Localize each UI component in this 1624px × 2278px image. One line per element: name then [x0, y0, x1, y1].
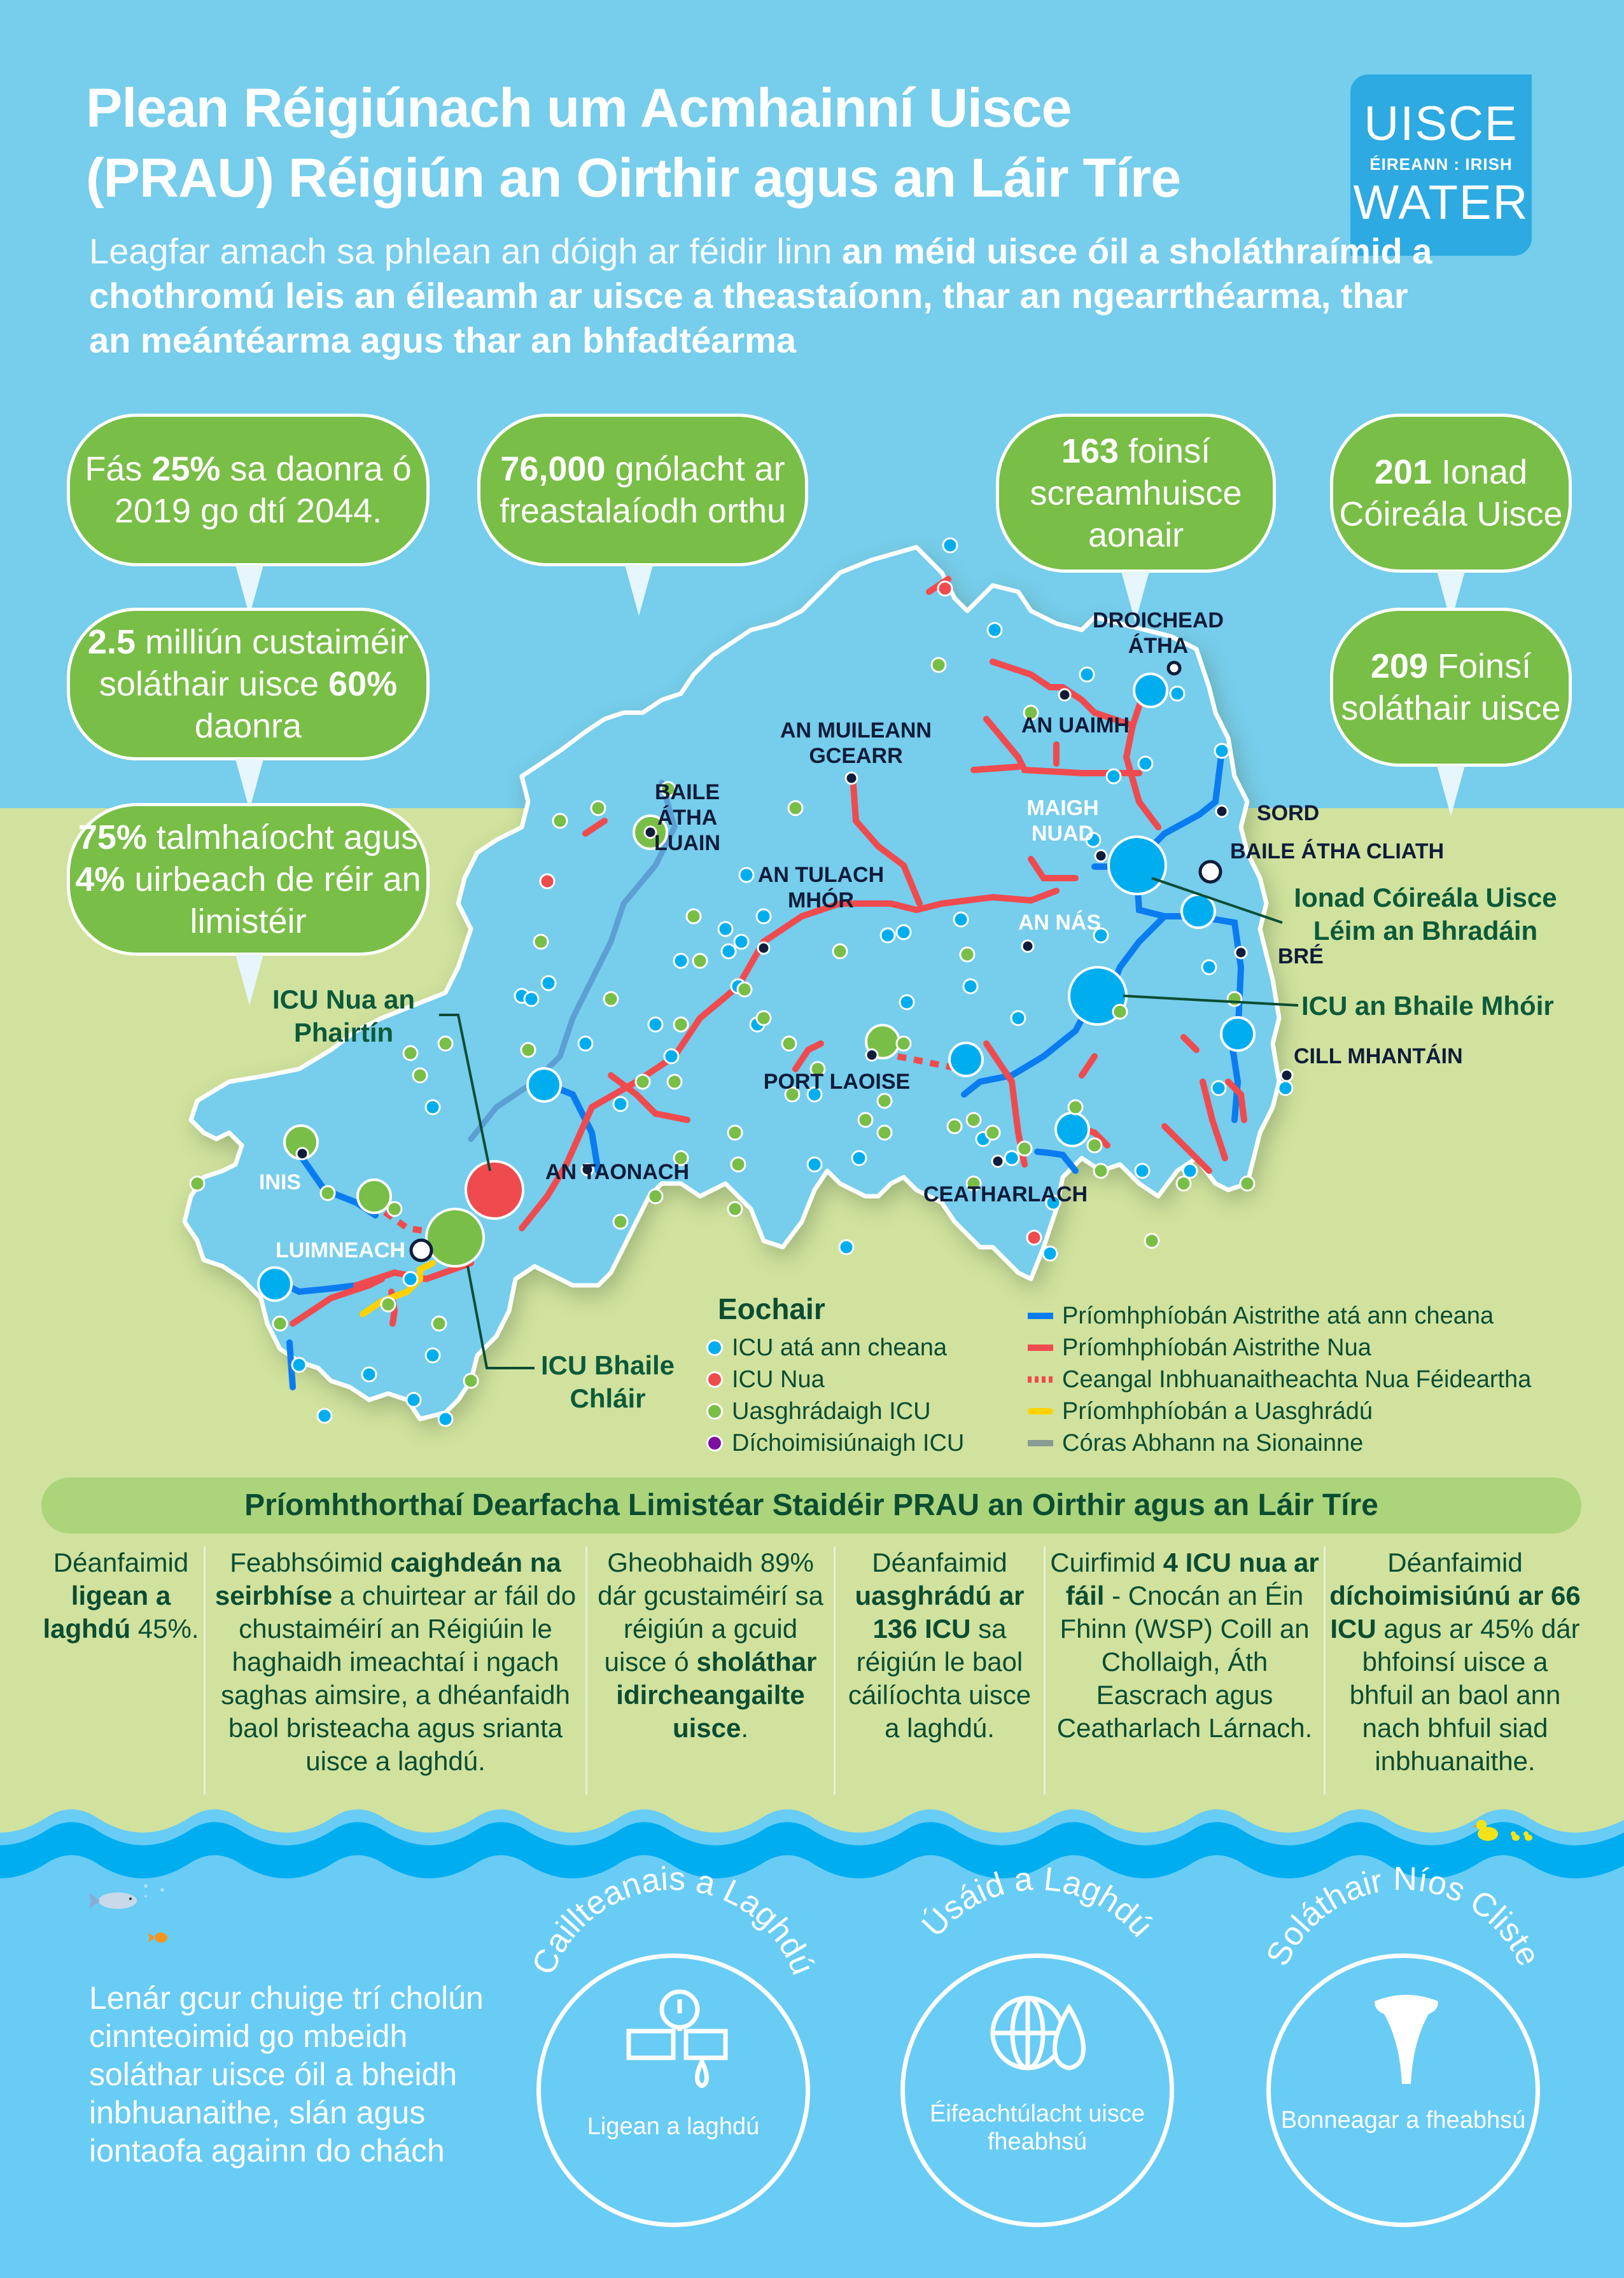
- pillar-reduce-usage: [897, 1858, 1177, 2233]
- outcome-new-wtps: [1044, 1546, 1324, 1794]
- callout-leixlip-wtp: Ionad Cóireála Uisce Léim an Bhradáin: [1294, 883, 1557, 946]
- outcome-text: Déanfaimid: [1387, 1548, 1523, 1577]
- stat-number: 76,000: [500, 450, 606, 488]
- outcome-service-quality: [204, 1546, 585, 1794]
- stat-number: 75%: [78, 818, 147, 856]
- legend-item-shannon-river: [1028, 1427, 1531, 1459]
- stat-text: foinsí screamhuisce aonair: [1030, 432, 1242, 554]
- outcome-highlight: ligean a laghdú: [43, 1581, 171, 1644]
- parteen-new-wtp: [466, 1161, 523, 1219]
- legend-item-new-wtp: [706, 1364, 964, 1395]
- outcome-text: Gheobhaidh 89% dár gcustaiméirí sa réigiún a gcuid uisce ó: [598, 1548, 823, 1677]
- existing-wtp: [258, 1268, 291, 1301]
- legend-points: [706, 1332, 964, 1459]
- fish-icon: [86, 1883, 194, 1953]
- town-label-cill-mhantain: CILL MHANTÁIN: [1294, 1044, 1463, 1068]
- leaking-pipe-gauge-icon: [622, 1985, 731, 2093]
- svg-text:Úsáid a Laghdú: Úsáid a Laghdú: [914, 1860, 1160, 1945]
- stat-text: milliún custaiméir soláthair uisce: [99, 623, 409, 703]
- stat-text: Foinsí soláthair uisce: [1341, 647, 1561, 727]
- legend-label: Díchoimisiúnaigh ICU: [732, 1429, 965, 1457]
- outcome-text: Déanfaimid: [53, 1548, 189, 1577]
- legend-label: Príomhphíobán a Uasghrádú: [1062, 1397, 1373, 1425]
- pillar-caption: Éifeachtúlacht uisce fheabhsú: [930, 2100, 1145, 2155]
- stat-text: Fás: [85, 450, 152, 488]
- outcomes-columns: [38, 1546, 1585, 1794]
- outcome-interconnected-supply: [585, 1546, 834, 1794]
- leixlip-wtp: [1109, 837, 1166, 894]
- callout-ballymore-wtp: ICU an Bhaile Mhóir: [1301, 991, 1554, 1021]
- legend-item-existing-wtp: [706, 1332, 964, 1364]
- intro-light: Leagfar amach sa phlean an dóigh ar féidir linn: [89, 231, 832, 271]
- purple-dot-icon: [706, 1435, 723, 1451]
- legend-item-decommission-wtp: [706, 1427, 964, 1459]
- existing-wtp: [1056, 1113, 1089, 1146]
- existing-wtp: [528, 1068, 561, 1101]
- existing-wtp: [1221, 1017, 1254, 1051]
- outcome-text: 45%.: [130, 1614, 199, 1644]
- outcome-highlight: díchoimisiúnú ar 66 ICU: [1329, 1581, 1581, 1644]
- stat-text: uirbeach de réir an limistéir: [125, 860, 421, 940]
- town-label-an-taonach: AN TAONACH: [545, 1160, 689, 1184]
- pillar-caption: Bonneagar a fheabhsú: [1280, 2107, 1526, 2134]
- town-label-bre: BRÉ: [1278, 944, 1324, 968]
- pillar-caption: Ligean a laghdú: [587, 2113, 760, 2140]
- stat-number: 2.5: [87, 623, 136, 661]
- town-label-inis: INIS: [258, 1170, 302, 1194]
- legend-item-existing-pipeline: [1028, 1300, 1531, 1332]
- funnel-icon: [1371, 1992, 1441, 2087]
- stat-number: 201: [1374, 453, 1432, 491]
- logo-uisce: UISCE: [1364, 97, 1518, 151]
- stat-number: 60%: [328, 665, 398, 703]
- globe-water-drop-icon: [990, 1988, 1098, 2084]
- legend-lines: [1028, 1300, 1531, 1459]
- callout-clareville-wtp: ICU Bhaile Chláir: [540, 1350, 675, 1413]
- existing-wtp: [1134, 674, 1167, 707]
- outcomes-banner: Príomhthorthaí Dearfacha Limistéar Staidéir PRAU an Oirthir agus an Láir Tíre: [41, 1478, 1581, 1534]
- stat-text: talmhaíocht agus: [146, 818, 419, 856]
- upgrade-wtp: [358, 1180, 391, 1213]
- stat-text: gnólacht ar freastalaíodh orthu: [499, 450, 787, 530]
- grey-line-icon: [1028, 1440, 1053, 1446]
- outcome-text: agus ar 45% dár bhfoinsí uisce a bhfuil an baol ann nach bhfuil siad inbhuanaithe.: [1349, 1614, 1580, 1776]
- red-dotted-line-icon: [1028, 1376, 1053, 1383]
- new-pipeline: [974, 767, 1018, 770]
- town-label-luimneach: LUIMNEACH: [276, 1238, 405, 1262]
- existing-wtp: [949, 1043, 983, 1076]
- legend-item-upgrade-wtp: [706, 1395, 964, 1427]
- outcome-text: .: [741, 1713, 749, 1743]
- callout-parteen-new-wtp: ICU Nua an Phairtín: [272, 984, 416, 1047]
- outcome-text: Feabhsóimid: [230, 1548, 391, 1577]
- town-label-port-laoise: PORT LAOISE: [763, 1070, 911, 1094]
- stat-text: daonra: [194, 707, 302, 745]
- legend-label: Ceangal Inbhuanaitheachta Nua Féideartha: [1062, 1366, 1532, 1393]
- outcome-text: a chuirtear ar fáil do chustaiméirí an Réigiúin le haghaidh imeachtaí i ngach saghas aimsire, a dhéanfaidh baol bristeacha agus srianta uisce a laghdú.: [221, 1581, 577, 1776]
- stat-number: 209: [1370, 647, 1429, 685]
- legend-label: Uasghrádaigh ICU: [732, 1397, 931, 1425]
- legend-title: Eochair: [718, 1292, 825, 1325]
- ducks-icon: [1470, 1813, 1546, 1845]
- legend-label: ICU Nua: [732, 1366, 825, 1393]
- svg-text:Caillteanais a Laghdú: Caillteanais a Laghdú: [525, 1860, 822, 1980]
- title-line-2: (PRAU) Réigiún an Oirthir agus an Láir Tíre: [86, 148, 1181, 209]
- legend-label: Príomhphíobán Aistrithe atá ann cheana: [1062, 1302, 1494, 1329]
- clareville-wtp: [426, 1209, 484, 1266]
- pillar-smarter-supply: [1259, 1858, 1548, 2233]
- red-dot-icon: [706, 1371, 723, 1388]
- town-label-an-uaimh: AN UAIMH: [1021, 713, 1130, 737]
- outcome-highlight: 4 ICU nua ar fáil: [1065, 1548, 1319, 1611]
- town-label-baile-atha-cliath: BAILE ÁTHA CLIATH: [1230, 839, 1445, 863]
- town-label-maigh-nuad: MAIGH NUAD: [1026, 796, 1099, 846]
- title-line-1: Plean Réigiúnach um Acmhainní Uisce: [86, 78, 1072, 139]
- intro-bold: an méid uisce óil a sholáthraímid a chothromú leis an éileamh ar uisce a theastaíonn, thar an ngearrthéarma, thar an meántéarma agus thar an bhfadtéarma: [89, 231, 1432, 360]
- town-label-an-nas: AN NÁS: [1018, 911, 1102, 935]
- stat-number: 4%: [75, 860, 125, 898]
- legend-item-sustainability-link: [1028, 1364, 1531, 1395]
- stat-text: Ionad Cóireála Uisce: [1339, 453, 1563, 533]
- outcome-highlight: sholáthar idircheangailte uisce: [616, 1647, 817, 1743]
- legend-label: ICU atá ann cheana: [732, 1334, 948, 1361]
- town-label-an-tulach-mhor: AN TULACH MHÓR: [757, 863, 885, 912]
- town-label-droichead-atha: DROICHEAD ÁTHA: [1093, 608, 1224, 658]
- outcome-wtp-upgrades: [834, 1546, 1044, 1794]
- outcome-leakage: [38, 1546, 204, 1794]
- town-label-ceatharlach: CEATHARLACH: [923, 1182, 1088, 1206]
- closing-statement: Lenár gcur chuige trí cholún cinnteoimid go mbeidh soláthar uisce óil a bheidh inbhuanaithe, slán agus iontaofa againn do chách: [89, 1980, 484, 2169]
- stat-number: 163: [1061, 432, 1119, 470]
- outcome-highlight: caighdeán na seirbhíse: [214, 1548, 561, 1611]
- existing-wtp: [1182, 895, 1215, 928]
- outcome-text: - Cnocán an Éin Fhinn (WSP) Coill an Chollaigh, Áth Eascrach agus Ceatharlach Lárnach.: [1056, 1581, 1313, 1743]
- legend-item-upgrade-pipeline: [1028, 1395, 1531, 1427]
- stat-number: 25%: [151, 450, 221, 488]
- stat-text: sa daonra ó 2019 go dtí 2044.: [114, 450, 412, 530]
- outcome-text: sa réigiún le baol cáilíochta uisce a laghdú.: [848, 1614, 1032, 1743]
- town-label-an-muileann-gcearr: AN MUILEANN GCEARR: [780, 718, 932, 768]
- town-label-baile-atha-luain: BAILE ÁTHA LUAIN: [654, 780, 720, 855]
- logo-water: WATER: [1353, 176, 1529, 230]
- blue-dot-icon: [706, 1339, 723, 1356]
- outcome-decommission: [1324, 1546, 1585, 1794]
- yellow-line-icon: [1028, 1408, 1053, 1415]
- outcome-text: Déanfaimid: [872, 1548, 1007, 1577]
- town-label-sord: SORD: [1257, 801, 1320, 825]
- red-line-icon: [1028, 1345, 1053, 1351]
- pillar-reduce-losses: [525, 1858, 822, 2233]
- green-dot-icon: [706, 1403, 723, 1420]
- legend-item-new-pipeline: [1028, 1332, 1531, 1364]
- svg-text:Soláthair Níos Cliste: Soláthair Níos Cliste: [1259, 1860, 1548, 1972]
- outcome-text: Cuirfimid: [1050, 1548, 1163, 1577]
- outcome-highlight: uasghrádú ar 136 ICU: [855, 1581, 1025, 1644]
- legend-label: Príomhphíobán Aistrithe Nua: [1062, 1334, 1371, 1361]
- logo-eireann-irish: ÉIREANN : IRISH: [1369, 155, 1513, 174]
- blue-line-icon: [1028, 1313, 1053, 1319]
- legend-label: Córas Abhann na Sionainne: [1062, 1429, 1364, 1457]
